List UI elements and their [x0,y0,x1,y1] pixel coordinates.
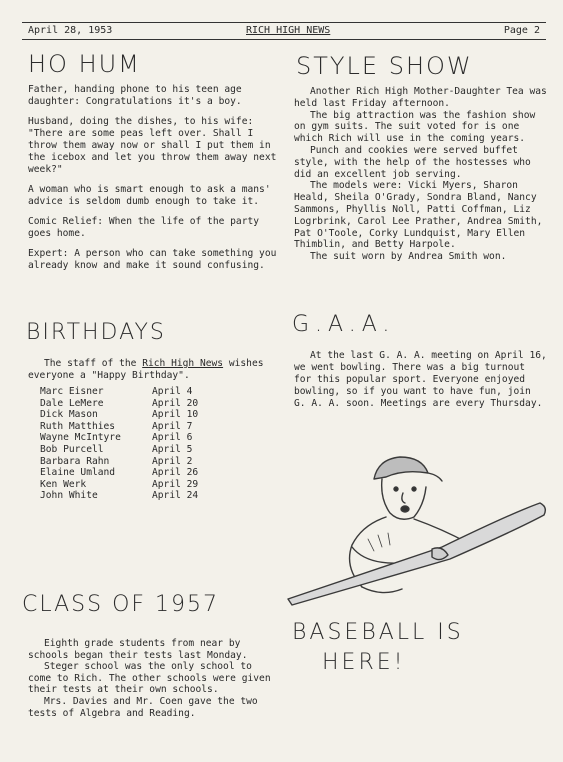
student-name: Ken Werk [40,478,87,490]
class-1957-heading: CLASS OF 1957 [22,592,220,617]
birthday-date: April 5 [152,443,193,455]
list-item [40,386,198,398]
student-name: Dick Mason [40,409,98,421]
birthday-list [40,386,198,502]
ho-hum-joke: Expert: A person who can take something you already know and make it sound confusing. [28,248,277,271]
birthdays-intro-text: wishes everyone a "Happy Birthday". [28,358,264,381]
baseball-headline-line1: BASEBALL IS [292,620,464,645]
gaa-column [294,350,548,418]
student-name: Marc Eisner [40,386,104,397]
newspaper-title: RICH HIGH NEWS [246,25,331,36]
student-name: Wayne McIntyre [40,432,121,444]
student-name: Elaine Umland [40,467,116,479]
class-1957-paragraph: Eighth grade students from near by schools began their tests last Monday. [28,638,248,661]
paper-name: Rich High News [142,358,224,369]
birthday-date: April 7 [152,420,193,432]
baseball-headline-line2: HERE! [322,650,406,675]
birthday-date: April 26 [152,467,199,479]
class-1957-column [28,638,280,719]
list-item [40,409,198,421]
list-item [40,490,198,502]
issue-date: April 28, 1953 [28,25,113,36]
class-1957-paragraph: Mrs. Davies and Mr. Coen gave the two tests of Algebra and Reading. [28,695,258,719]
ho-hum-column [28,84,280,280]
style-show-paragraph: The big attraction was the fashion show on gym suits. The suit voted for is one which Rich will use in the coming years. [294,109,536,145]
ho-hum-joke: A woman who is smart enough to ask a mans' advice is seldom dumb enough to take it. [28,184,271,207]
style-show-paragraph: The models were: Vicki Myers, Sharon Heald, Sheila O'Grady, Sondra Bland, Nancy Sammons, Phyllis Noll, Patti Coffman, Liz Logrbrink, Carol Lee Prather, Andrea Smith, Pat O'Toole, Corky Lundquist, Mary Ellen Thimblin, and Betty Harpole. [294,180,543,251]
birthday-date: April 10 [152,409,199,421]
list-item [40,456,198,468]
student-name: Barbara Rahn [40,455,110,467]
page-number: Page 2 [503,25,540,36]
list-item [40,479,198,491]
student-name: John White [40,490,98,502]
list-item [40,421,198,433]
list-item [40,444,198,456]
birthdays-intro-text: The staff of the [44,358,143,369]
birthday-date: April 6 [152,432,193,444]
style-show-column [294,86,548,263]
ho-hum-joke: Comic Relief: When the life of the party goes home. [28,216,260,239]
style-show-paragraph: Another Rich High Mother-Daughter Tea was held last Friday afternoon. [294,86,547,109]
birthday-date: April 2 [152,455,193,467]
baseball-player-illustration [282,447,552,607]
class-1957-paragraph: Steger school was the only school to come to Rich. The other schools were given their tests at their own schools. [28,661,271,696]
birthday-date: April 4 [152,386,193,397]
ho-hum-joke: Father, handing phone to his teen age daughter: Congratulations it's a boy. [28,84,242,107]
birthday-date: April 29 [152,478,199,490]
list-item [40,432,198,444]
list-item [40,467,198,479]
page-header [22,22,546,40]
birthdays-heading: BIRTHDAYS [26,320,166,345]
ho-hum-joke: Husband, doing the dishes, to his wife: "There are some peas left over. Shall I throw them away now or shall I put them in the icebox and let you throw them away next week?" [28,116,277,175]
birthday-date: April 24 [152,490,199,502]
style-show-paragraph: Punch and cookies were served buffet style, with the help of the hostesses who did an excellent job serving. [294,144,531,180]
student-name: Bob Purcell [40,443,104,455]
gaa-heading: G.A.A. [292,312,396,337]
student-name: Ruth Matthies [40,420,116,432]
ho-hum-heading: HO HUM [28,50,141,78]
birthday-date: April 20 [152,397,199,409]
style-show-heading: STYLE SHOW [296,52,473,80]
gaa-paragraph: At the last G. A. A. meeting on April 16, we went bowling. There was a big turnout for this popular sport. Everyone enjoyed bowling, so if you want to have fun, join G. A. A. soon. Meetings are every Thursday. [294,350,547,409]
list-item [40,398,198,410]
student-name: Dale LeMere [40,397,104,409]
style-show-paragraph: The suit worn by Andrea Smith won. [310,251,507,263]
